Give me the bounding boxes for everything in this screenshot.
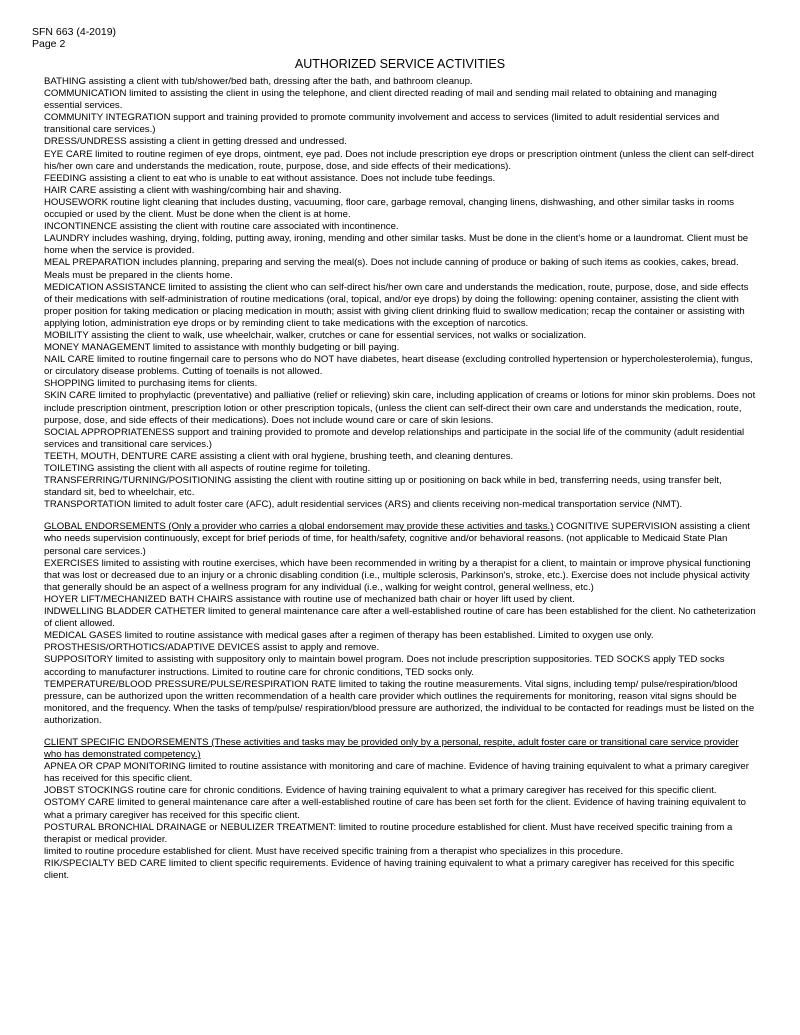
global-item: PROSTHESIS/ORTHOTICS/ADAPTIVE DEVICES assist to apply and remove. <box>44 642 380 654</box>
form-number: SFN 663 (4-2019) <box>32 26 117 38</box>
client-item: OSTOMY CARE limited to general maintenance care after a well-established routine of care has been set forth for the client. Evidence of having training equivalent to what a primary caregiver has received for this specific client. <box>44 797 746 821</box>
form-header <box>32 26 756 50</box>
activity-item: FEEDING assisting a client to eat who is unable to eat without assistance. Does not include tube feedings. <box>44 172 496 184</box>
activity-item: TOILETING assisting the client with all aspects of routine regime for toileting. <box>44 463 371 474</box>
activity-item: COMMUNITY INTEGRATION support and training provided to promote community involvement and access to services (limited to adult residential services and transitional care services.) <box>44 112 720 136</box>
global-item: HOYER LIFT/MECHANIZED BATH CHAIRS assistance with routine use of mechanized bath chair or hoyer lift used by client. <box>44 593 575 605</box>
activity-item: MOBILITY assisting the client to walk, use wheelchair, walker, crutches or cane for essential services, not walks or socialization. <box>44 329 587 341</box>
client-endorsements-heading-text: CLIENT SPECIFIC ENDORSEMENTS (These activities and tasks may be provided only by a personal, respite, adult foster care or transitional care service provider who has demonstrated competency.) <box>44 736 739 761</box>
page-number: Page 2 <box>32 38 66 50</box>
global-item: EXERCISES limited to assisting with routine exercises, which have been recommended in writing by a therapist for a client, to maintain or improve physical functioning that was lost or decreased due to an injury or a chronic disabling condition (i.e., multiple sclerosis, Parkinson's, stroke, etc.). Exercise does not include physical activity that generally should be an aspect of a wellness program for any individual (i.e., walking for weight control, general wellness, etc.) <box>44 557 751 593</box>
activity-item: LAUNDRY includes washing, drying, folding, putting away, ironing, mending and other similar tasks. Must be done in the client's home or a laundromat. Client must be home when the service is provided. <box>44 233 749 257</box>
activity-item: COMMUNICATION limited to assisting the client in using the telephone, and client directed reading of mail and sending mail related to obtaining and managing essential services. <box>44 88 717 112</box>
activity-item: MEDICATION ASSISTANCE limited to assisting the client who can self-direct his/her own care and understands the medication, route, purpose, dose, and side effects of their medications with self-administration of routine medications (oral, topical, and/or eye drops) by doing the following: opening container, assisting the client with proper position for taking medication or placing medication in mouth; assist with giving client drinking fluid to swallow medication; recap the container or assisting with applying lotion, administration eye drops or by reminding client to take medications with the exception of narcotics. <box>44 281 749 329</box>
client-endorsements-heading <box>44 737 756 761</box>
global-item: MEDICAL GASES limited to routine assistance with medical gases after a regimen of therapy has been established. Limited to oxygen use only. <box>44 630 654 642</box>
global-item: INDWELLING BLADDER CATHETER limited to general maintenance care after a well-established routine of care has been established for the client. No catheterization of client allowed. <box>44 606 756 630</box>
activity-item: DRESS/UNDRESS assisting a client in getting dressed and undressed. <box>44 136 347 148</box>
client-item: POSTURAL BRONCHIAL DRAINAGE or NEBULIZER TREATMENT: limited to routine procedure established for client. Must have received specific training from a therapist or medical provider. <box>44 821 733 845</box>
activity-item: SHOPPING limited to purchasing items for clients. <box>44 378 258 390</box>
activity-item: TRANSFERRING/TURNING/POSITIONING assisting the client with routine sitting up or positioning on back while in bed, transferring needs, using transfer belt, standard sit, bed to wheelchair, etc. <box>44 475 722 499</box>
activity-item: SKIN CARE limited to prophylactic (preventative) and palliative (relief or relieving) skin care, including application of creams or lotions for minor skin problems. Does not include prescription ointment, prescription lotion or other prescription topicals, (unless the client can self-direct their own care and understands the medication, route, purpose, dose, and side effects of their medications). Does not include wound care or care of skin lesions. <box>44 390 756 426</box>
authorized-activities-list <box>44 76 756 511</box>
page-title: AUTHORIZED SERVICE ACTIVITIES <box>294 57 506 71</box>
activity-item: NAIL CARE limited to routine fingernail care to persons who do NOT have diabetes, heart disease (excluding controlled hypertension or hypercholesterolemia), fungus, or circulatory disease problems. Cutting of toenails is not allowed. <box>44 354 753 378</box>
activity-item: BATHING assisting a client with tub/shower/bed bath, dressing after the bath, and bathroom cleanup. <box>44 76 473 87</box>
client-item: RIK/SPECIALTY BED CARE limited to client specific requirements. Evidence of having training equivalent to what a primary caregiver has received for this specific client. <box>44 857 735 881</box>
global-item: SUPPOSITORY limited to assisting with suppository only to maintain bowel program. Does not include prescription suppositories. TED SOCKS apply TED socks according to manufacturer instructions. Limited to routine care for chronic conditions, TED socks only. <box>44 654 725 678</box>
global-endorsements-heading: GLOBAL ENDORSEMENTS (Only a provider who carries a global endorsement may provide these activities and tasks.) <box>44 521 554 533</box>
client-item: JOBST STOCKINGS routine care for chronic conditions. Evidence of having training equivalent to what a primary caregiver has received for this specific client. <box>44 785 717 797</box>
global-first-item: COGNITIVE SUPERVISION assisting a client who needs supervision continuously, except for brief periods of time, for health/safety, cognitive and/or behavioral reasons. (not applicable to Medicaid State Plan personal care services.) <box>44 521 750 557</box>
client-item: limited to routine procedure established for client. Must have received specific training from a therapist who specializes in this procedure. <box>44 845 624 857</box>
activity-item: MONEY MANAGEMENT limited to assistance with monthly budgeting or bill paying. <box>44 342 400 354</box>
activity-item: HOUSEWORK routine light cleaning that includes dusting, vacuuming, floor care, garbage removal, changing linens, dishwashing, and other similar tasks in rooms occupied or used by the client. Must be done when the client is at home. <box>44 196 735 221</box>
client-item: APNEA OR CPAP MONITORING limited to routine assistance with monitoring and care of machine. Evidence of having training equivalent to what a primary caregiver has received for this specific client. <box>44 761 749 785</box>
activity-item: INCONTINENCE assisting the client with routine care associated with incontinence. <box>44 221 399 233</box>
global-item: TEMPERATURE/BLOOD PRESSURE/PULSE/RESPIRATION RATE limited to taking the routine measurements. Vital signs, including temp/ pulse/respiration/blood pressure, can be authorized upon the written recommendation of a health care provider which outlines the requirements for monitoring, reason vital signs should be monitored, and the frequency. When the tasks of temp/pulse/ respiration/blood pressure are authorized, the individual to be contacted for readings must be listed on the authorization. <box>44 678 755 726</box>
activity-item: TEETH, MOUTH, DENTURE CARE assisting a client with oral hygiene, brushing teeth, and cleaning dentures. <box>44 450 514 462</box>
global-endorsements-paragraph <box>44 521 756 557</box>
activity-item: TRANSPORTATION limited to adult foster care (AFC), adult residential services (ARS) and clients receiving non-medical transportation service (NMT). <box>44 499 683 511</box>
activity-item: MEAL PREPARATION includes planning, preparing and serving the meal(s). Does not include canning of produce or baking of such items as cookies, cakes, bread. Meals must be prepared in the clients home. <box>44 257 739 281</box>
client-endorsements-section <box>44 737 756 882</box>
global-endorsements-section <box>44 521 756 727</box>
activity-item: HAIR CARE assisting a client with washing/combing hair and shaving. <box>44 184 342 196</box>
activity-item: EYE CARE limited to routine regimen of eye drops, ointment, eye pad. Does not include prescription eye drops or prescription ointment (unless the client can self-direct his/her own care and understands the medication, route, purpose, dose, and side effects of their medications). <box>44 148 754 172</box>
activity-item: SOCIAL APPROPRIATENESS support and training provided to promote and develop relationships and participate in the social life of the community (adult residential services and transitional care services.) <box>44 426 745 450</box>
